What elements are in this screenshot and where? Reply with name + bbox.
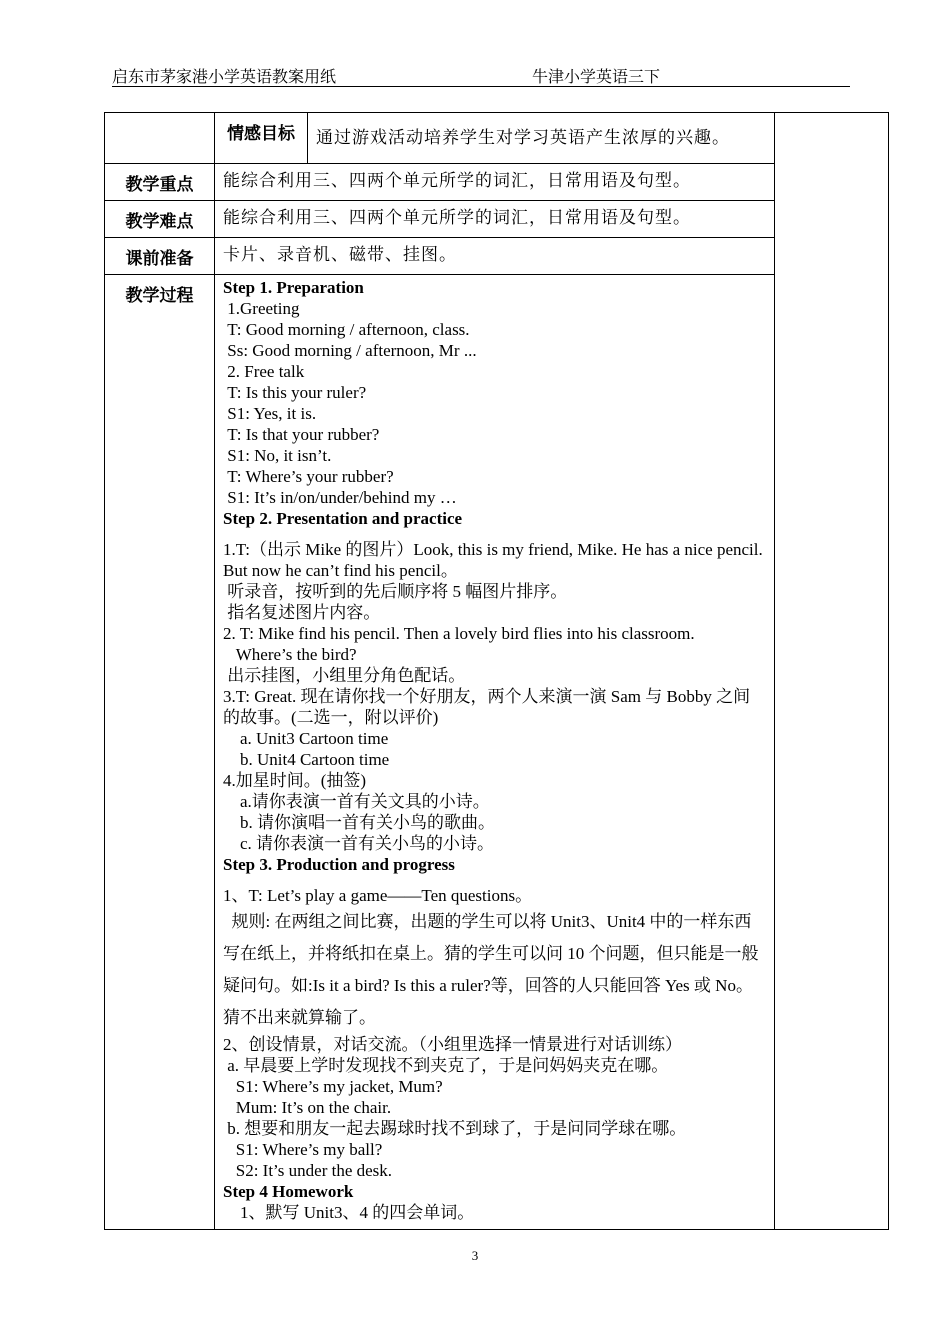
process-line: 2. T: Mike find his pencil. Then a lovely bird flies into his classroom. [223,624,695,643]
process-line: a.请你表演一首有关文具的小诗。 [223,792,490,811]
process-line: b. 请你演唱一首有关小鸟的歌曲。 [223,813,495,832]
step2-title: Step 2. Presentation and practice [223,509,463,528]
school-name: 启东市茅家港小学英语教案用纸 [112,69,337,86]
process-line: 3.T: Great. 现在请你找一个好朋友，两个人来演一演 Sam 与 Bobby 之间的故事。(二选一，附以评价) [223,687,751,727]
process-line: Ss: Good morning / afternoon, Mr ... [223,341,477,360]
process-line: c. 请你表演一首有关小鸟的小诗。 [223,834,495,853]
process-line: T: Is that your rubber? [223,425,380,444]
process-line: Where’s the bird? [223,645,357,664]
step1-lines [223,298,766,508]
key-points-text: 能综合利用三、四两个单元所学的词汇，日常用语及句型。 [215,164,775,201]
process-content [215,275,775,1230]
process-line: Mum: It’s on the chair. [223,1098,392,1117]
step1-title: Step 1. Preparation [223,278,364,297]
process-line: 1、T: Let’s play a game——Ten questions。 [223,886,533,905]
process-line: b. 想要和朋友一起去踢球时找不到球了，于是问同学球在哪。 [223,1119,687,1138]
process-line: 1.Greeting [223,299,300,318]
page-header [112,62,850,87]
process-line: S1: It’s in/on/under/behind my … [223,488,457,507]
process-line: S1: No, it isn’t. [223,446,332,465]
step4-lines [223,1202,766,1223]
process-line: S2: It’s under the desk. [223,1161,393,1180]
process-label: 教学过程 [105,275,215,1230]
preparation-label: 课前准备 [105,238,215,275]
process-line: T: Good morning / afternoon, class. [223,320,470,339]
process-line: a. 早晨要上学时发现找不到夹克了，于是问妈妈夹克在哪。 [223,1056,669,1075]
process-line: 1、默写 Unit3、4 的四会单词。 [223,1203,475,1222]
process-line: 出示挂图，小组里分角色配话。 [223,666,466,685]
emotion-text: 通过游戏活动培养学生对学习英语产生浓厚的兴趣。 [316,128,730,147]
textbook-name: 牛津小学英语三下 [532,69,661,86]
step3-lines [223,885,766,1181]
process-line: 听录音，按听到的先后顺序将 5 幅图片排序。 [223,582,568,601]
step3-title: Step 3. Production and progress [223,855,455,874]
process-line: S1: Yes, it is. [223,404,317,423]
preparation-text: 卡片、录音机、磁带、挂图。 [215,238,775,275]
difficult-points-label: 教学难点 [105,201,215,238]
process-line: S1: Where’s my jacket, Mum? [223,1077,443,1096]
empty-cell [105,113,215,164]
process-line: S1: Where’s my ball? [223,1140,383,1159]
key-points-label: 教学重点 [105,164,215,201]
process-line: 4.加星时间。(抽签) [223,771,367,790]
lesson-plan-table [104,112,889,1230]
difficult-points-text: 能综合利用三、四两个单元所学的词汇，日常用语及句型。 [215,201,775,238]
remarks-column [775,113,889,1230]
process-line: 2. Free talk [223,362,305,381]
process-line: 指名复述图片内容。 [223,603,381,622]
step2-lines [223,539,766,854]
emotion-label: 情感目标 [215,113,308,163]
step4-title: Step 4 Homework [223,1182,354,1201]
process-line: T: Is this your ruler? [223,383,367,402]
process-line: 规则: 在两组之间比赛，出题的学生可以将 Unit3、Unit4 中的一样东西写在纸上，并将纸扣在桌上。猜的学生可以问 10 个问题，但只能是一般疑问句。如:Is it a bird? Is this a ruler?等，回答的人只能回答 Yes 或 No。猜不出来就算输了。 [223,912,759,1027]
process-line: 1.T:（出示 Mike 的图片）Look, this is my friend, Mike. He has a nice pencil. But now he can’t find his pencil。 [223,540,768,580]
process-line: 2、创设情景，对话交流。（小组里选择一情景进行对话训练） [223,1035,682,1054]
process-line: T: Where’s your rubber? [223,467,394,486]
process-line: a. Unit3 Cartoon time [223,729,389,748]
page-number: 3 [471,1248,479,1263]
process-line: b. Unit4 Cartoon time [223,750,390,769]
